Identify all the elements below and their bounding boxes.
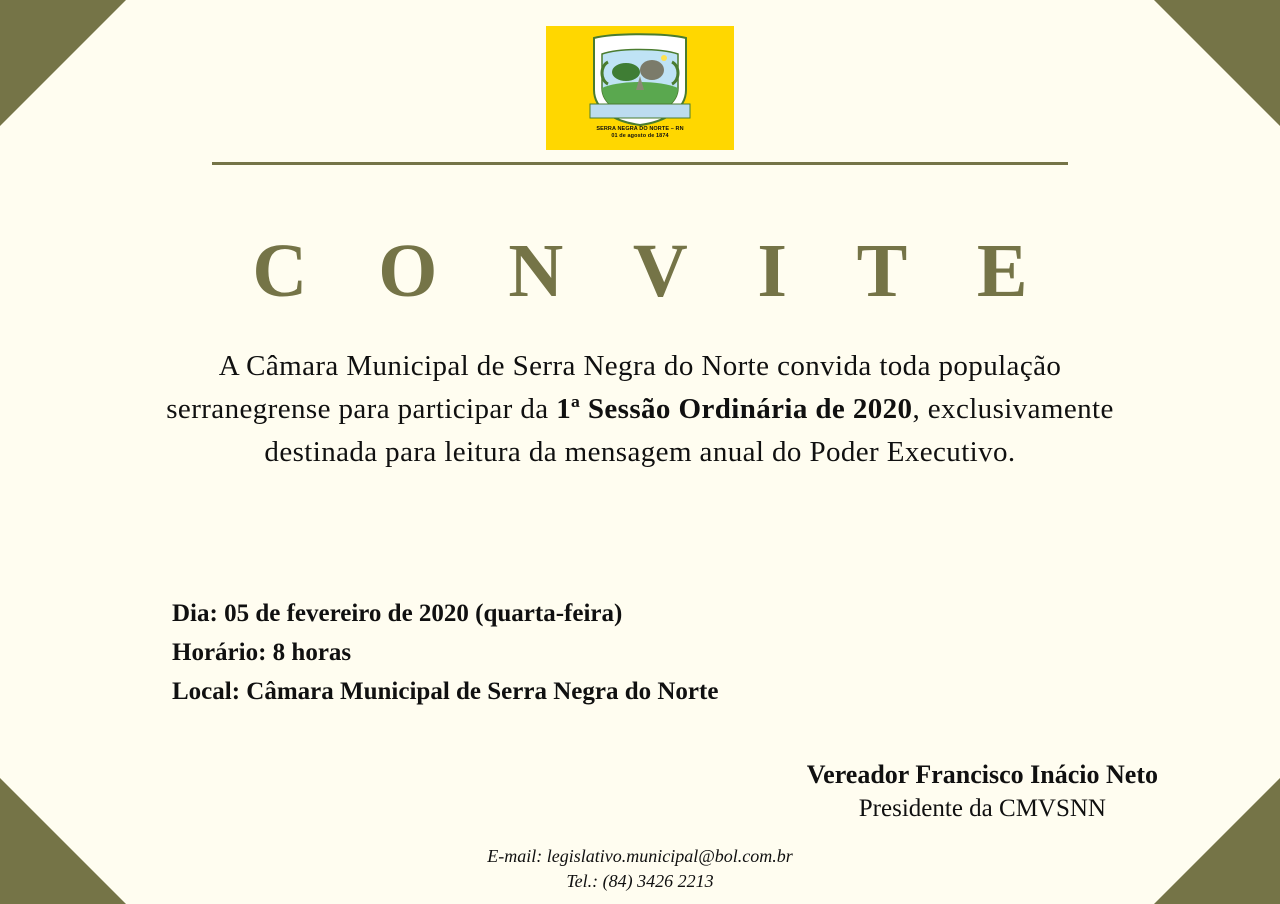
signature-name: Vereador Francisco Inácio Neto	[806, 760, 1158, 789]
footer-contact	[0, 844, 1280, 894]
event-detail-line-0: Dia: 05 de fevereiro de 2020 (quarta-feira)	[172, 600, 623, 627]
signature-role: Presidente da CMVSNN	[858, 795, 1106, 822]
coat-of-arms-icon	[546, 26, 734, 150]
emblem-ribbon-line-1: SERRA NEGRA DO NORTE – RN	[596, 126, 684, 132]
event-details	[172, 594, 718, 711]
header-divider	[212, 162, 1068, 165]
footer-phone: Tel.: (84) 3426 2213	[566, 871, 714, 891]
invitation-body-run-2: , exclusivamente destinada para leitura da mensagem anual do Poder Executivo.	[264, 393, 1114, 468]
emblem-container	[0, 26, 1280, 150]
shield-graphic	[584, 32, 696, 128]
invitation-body-run-1: 1ª Sessão Ordinária de 2020	[556, 393, 913, 425]
signature-block	[807, 758, 1158, 826]
emblem-ribbon-line-2: 01 de agosto de 1874	[611, 133, 669, 139]
event-detail-line-2: Local: Câmara Municipal de Serra Negra do Norte	[172, 678, 719, 705]
footer-email: E-mail: legislativo.municipal@bol.com.br	[487, 846, 793, 866]
page-title: C O N V I T E	[252, 229, 1054, 313]
invitation-body-run-0: A Câmara Municipal de Serra Negra do Norte convida toda população serranegrense para participar da	[166, 350, 1062, 425]
emblem-ribbon-text	[555, 126, 725, 140]
event-detail-line-1: Horário: 8 horas	[172, 639, 352, 666]
invitation-body	[150, 345, 1130, 474]
